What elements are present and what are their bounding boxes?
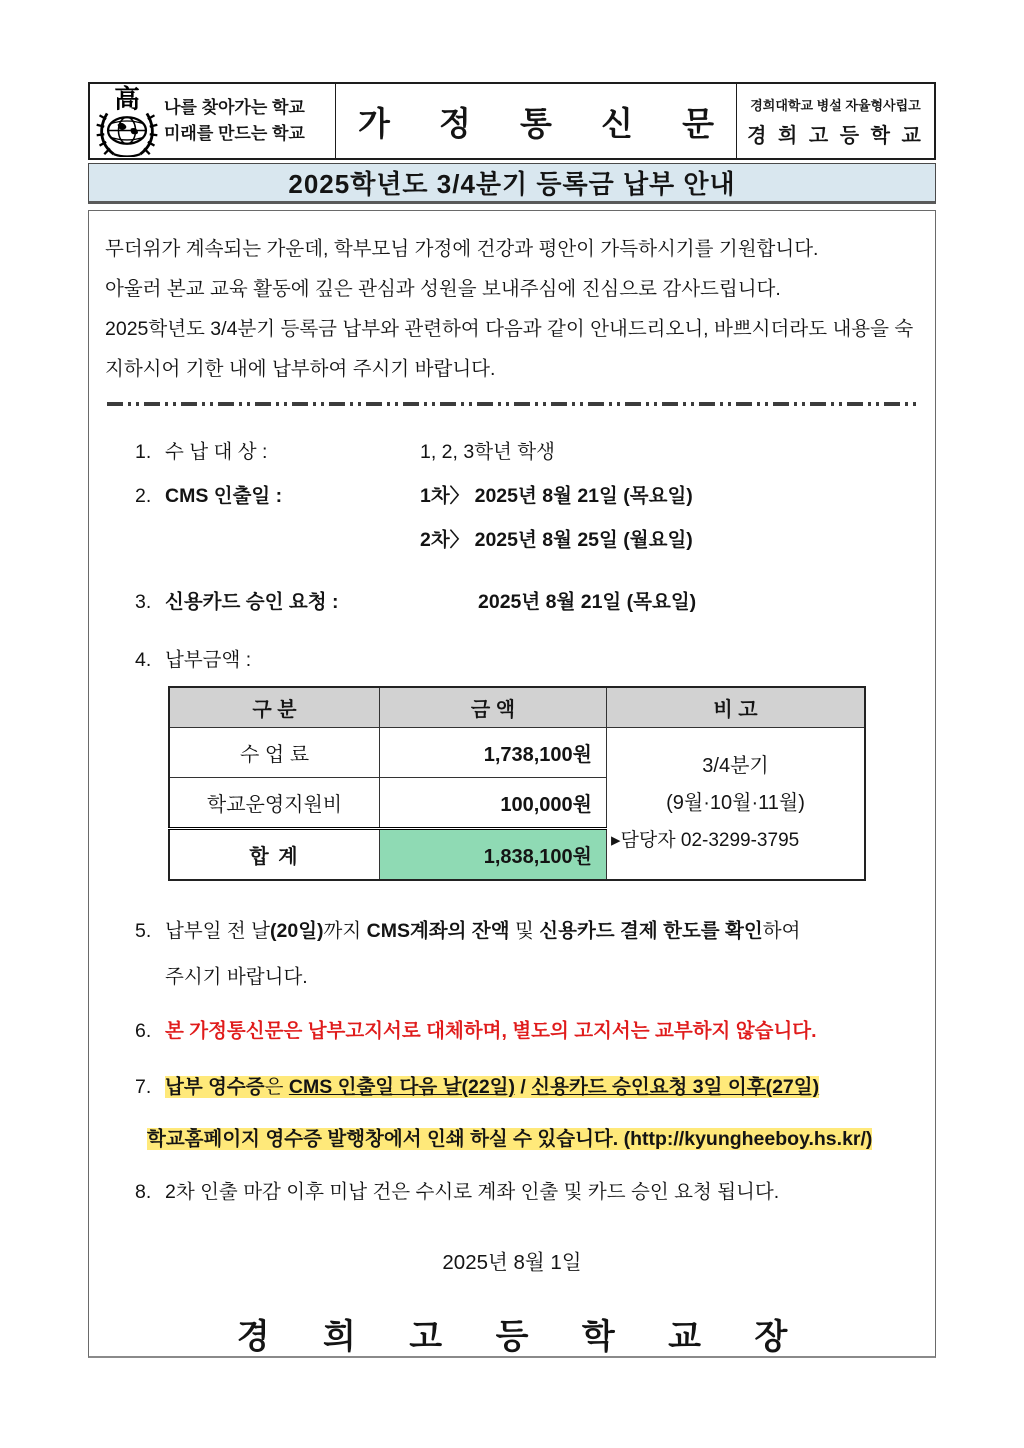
item-2-number: 2.	[135, 485, 152, 507]
table-header-row	[169, 687, 865, 728]
emblem-glyph: 高	[114, 85, 140, 114]
item-7-bold: 납부 영수증	[165, 1076, 265, 1098]
intro-paragraph	[105, 229, 919, 389]
intro-line-3: 2025학년도 3/4분기 등록금 납부와 관련하여 다음과 같이 안내드리오니, 바쁘시더라도 내용을 숙지하시어 기한 내에 납부하여 주시기 바랍니다.	[105, 318, 914, 380]
document-header	[88, 82, 936, 160]
note-months: (9월·10월·11월)	[666, 792, 805, 814]
school-name: 경 희 고 등 학 교	[747, 124, 924, 147]
item-7-content	[147, 1073, 919, 1154]
item-1-label: 수 납 대 상 :	[165, 441, 268, 463]
item-8-overdue-notice	[135, 1178, 919, 1207]
item-5-number: 5.	[135, 920, 152, 942]
item-4-payment-amount	[135, 644, 919, 672]
intro-line-2: 아울러 본교 교육 활동에 깊은 관심과 성원을 보내주심에 진심으로 감사드립니다.	[105, 278, 781, 300]
payment-table	[168, 686, 866, 881]
item-7-receipt-info	[135, 1073, 919, 1154]
item-1-number: 1.	[135, 441, 152, 463]
item-5-content	[165, 917, 919, 992]
document-title: 가 정 통 신 문	[336, 84, 737, 158]
document	[88, 82, 936, 1358]
item-2-cms-dates	[135, 480, 919, 552]
item-6-number: 6.	[135, 1020, 152, 1042]
cell-amount-total: 1,838,100원	[380, 829, 607, 881]
item-7-underline-1: CMS 인출일 다음 날(22일)	[288, 1076, 515, 1098]
slogan-line-2: 미래를 만드는 학교	[164, 124, 305, 143]
school-slogan	[164, 95, 305, 147]
cell-category: 수 업 료	[169, 728, 380, 778]
dash-dot-divider	[107, 402, 917, 406]
notice-banner-title: 2025학년도 3/4분기 등록금 납부 안내	[88, 163, 936, 204]
notice-body	[88, 210, 936, 1358]
cell-category: 학교운영지원비	[169, 778, 380, 829]
item-7-separator: /	[515, 1076, 532, 1098]
item-7-number: 7.	[135, 1076, 152, 1098]
issue-date: 2025년 8월 1일	[442, 1251, 582, 1274]
item-3-number: 3.	[135, 591, 152, 613]
intro-line-1: 무더위가 계속되는 가운데, 학부모님 가정에 건강과 평안이 가득하시기를 기원합니다.	[105, 238, 819, 260]
item-3-value: 2025년 8월 21일 (목요일)	[478, 591, 697, 613]
item-5-text: 하여	[762, 920, 801, 942]
cell-note-merged	[607, 728, 866, 881]
item-5-text: 까지	[323, 920, 367, 942]
item-2-label: CMS 인출일 :	[165, 485, 283, 507]
item-1-recipients	[135, 436, 919, 464]
header-school-cell	[737, 84, 934, 158]
item-5-bold: (20일)	[270, 920, 324, 942]
item-7-line-2	[147, 1125, 919, 1154]
cell-category-total: 합 계	[169, 829, 380, 881]
item-8-number: 8.	[135, 1181, 152, 1203]
school-affiliation: 경희대학교 병설 자율형사립고	[750, 97, 921, 113]
item-2-value-2: 2차〉 2025년 8월 25일 (월요일)	[420, 529, 693, 551]
note-contact: ▸담당자 02-3299-3795	[611, 830, 800, 851]
item-5-line-2: 주시기 바랍니다.	[165, 966, 308, 988]
item-3-label: 신용카드 승인 요청 :	[165, 591, 339, 613]
principal-signature: 경 희 고 등 학 교 장	[236, 1318, 810, 1356]
item-5-text: 및	[509, 920, 540, 942]
note-quarter: 3/4분기	[702, 755, 769, 777]
table-row-tuition	[169, 728, 865, 778]
item-1-value: 1, 2, 3학년 학생	[420, 441, 555, 463]
col-header-note: 비 고	[607, 687, 866, 728]
item-8-text: 2차 인출 마감 이후 미납 건은 수시로 계좌 인출 및 카드 승인 요청 됩니다.	[165, 1181, 780, 1203]
item-6-alert-text: 본 가정통신문은 납부고지서로 대체하며, 별도의 고지서는 교부하지 않습니다.	[165, 1020, 817, 1042]
item-2-line-1	[135, 480, 919, 508]
item-7-underline-2: 신용카드 승인요청 3일 이후(27일)	[531, 1076, 820, 1098]
item-7-text: 은	[264, 1076, 289, 1098]
school-emblem-icon	[95, 85, 159, 157]
item-5-bold: CMS계좌의 잔액	[366, 920, 510, 942]
item-5-balance-check	[135, 917, 919, 992]
col-header-amount: 금 액	[380, 687, 607, 728]
item-3-card-approval	[135, 586, 919, 614]
item-7-homepage-text: 학교홈페이지 영수증 발행창에서 인쇄 하실 수 있습니다. (http://kyungheeboy.hs.kr/)	[147, 1128, 873, 1150]
item-4-number: 4.	[135, 649, 152, 671]
item-5-text: 납부일 전 날	[165, 920, 271, 942]
cell-amount: 100,000원	[380, 778, 607, 829]
notice-items	[135, 436, 919, 1207]
header-logo-cell	[90, 84, 336, 158]
col-header-category: 구 분	[169, 687, 380, 728]
cell-amount: 1,738,100원	[380, 728, 607, 778]
item-2-value-1: 1차〉 2025년 8월 21일 (목요일)	[420, 485, 693, 507]
item-4-label: 납부금액 :	[165, 649, 252, 671]
slogan-line-1: 나를 찾아가는 학교	[164, 98, 305, 117]
item-6-no-bill-notice	[135, 1017, 919, 1046]
item-5-bold: 신용카드 결제 한도를 확인	[539, 920, 763, 942]
